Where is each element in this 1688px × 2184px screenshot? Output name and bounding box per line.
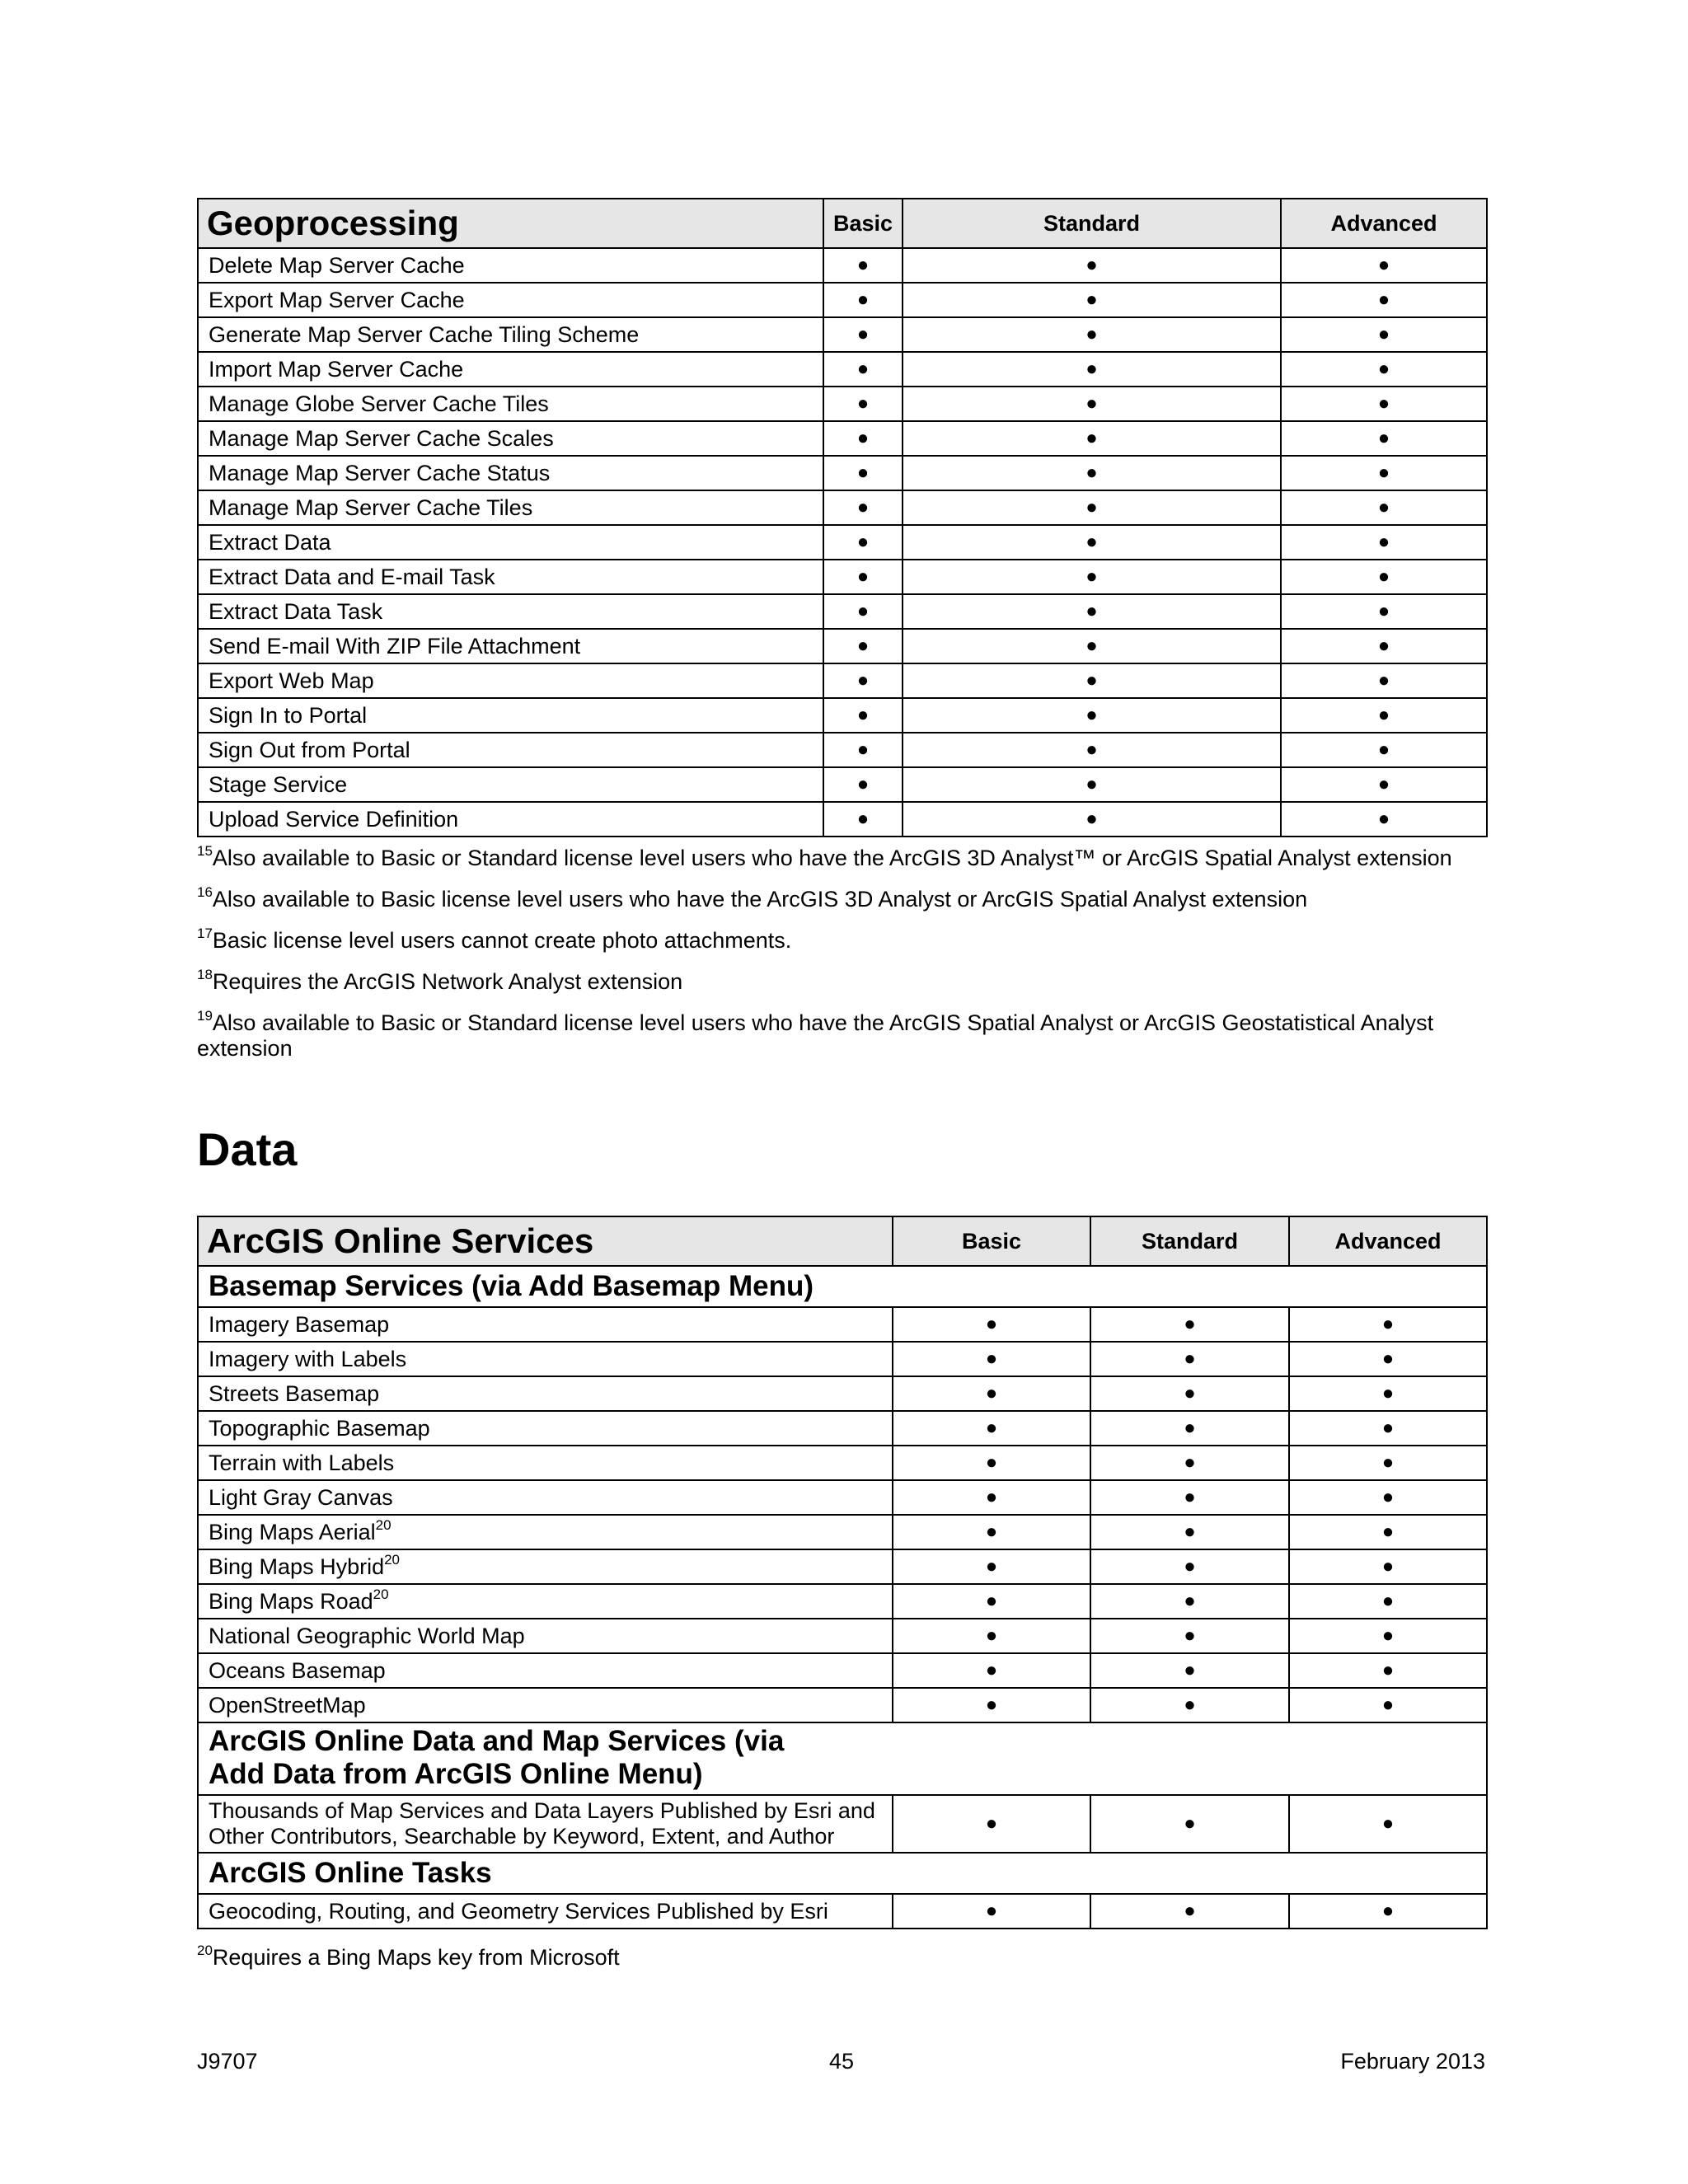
check-basic-icon: ● [823, 594, 903, 629]
row-label-text: Light Gray Canvas [209, 1484, 393, 1510]
row-label-text: OpenStreetMap [209, 1692, 366, 1718]
row-label [198, 1342, 893, 1376]
check-standard-icon: ● [903, 733, 1281, 767]
table-row [198, 1584, 1487, 1619]
row-label [198, 1446, 893, 1480]
table-row [198, 1894, 1487, 1929]
row-label: Send E-mail With ZIP File Attachment [198, 629, 823, 663]
check-basic-icon: ● [823, 663, 903, 698]
section-heading: Data [197, 1123, 298, 1175]
check-standard-icon: ● [1090, 1446, 1289, 1480]
check-standard-icon: ● [1090, 1795, 1289, 1853]
table-row [198, 594, 1487, 629]
geoprocessing-header-row [198, 199, 1487, 248]
check-advanced-icon: ● [1281, 525, 1487, 560]
check-standard-icon: ● [903, 421, 1281, 456]
check-basic-icon: ● [893, 1584, 1090, 1619]
row-label: Extract Data Task [198, 594, 823, 629]
group-heading-text: ArcGIS Online Tasks [209, 1857, 492, 1889]
row-label [198, 1688, 893, 1722]
online-services-table [197, 1216, 1488, 1929]
footnote-16 [197, 884, 1486, 912]
footnote-text: Requires the ArcGIS Network Analyst extension [212, 969, 683, 994]
table-row [198, 421, 1487, 456]
check-advanced-icon: ● [1281, 802, 1487, 837]
check-advanced-icon: ● [1281, 594, 1487, 629]
table-row [198, 1688, 1487, 1722]
row-label [198, 1894, 893, 1929]
check-advanced-icon: ● [1281, 767, 1487, 802]
row-label-text: Bing Maps Hybrid [209, 1554, 385, 1579]
check-advanced-icon: ● [1281, 248, 1487, 283]
check-basic-icon: ● [823, 560, 903, 594]
group-heading-text: ArcGIS Online Data and Map Services (via Add Data from ArcGIS Online Menu) [209, 1725, 785, 1790]
footnote-text: Basic license level users cannot create photo attachments. [212, 928, 792, 953]
row-label: Stage Service [198, 767, 823, 802]
check-advanced-icon: ● [1289, 1549, 1487, 1584]
column-standard: Standard [1090, 1216, 1289, 1266]
check-basic-icon: ● [893, 1376, 1090, 1411]
check-standard-icon: ● [903, 767, 1281, 802]
check-basic-icon: ● [823, 629, 903, 663]
check-standard-icon: ● [903, 663, 1281, 698]
row-label [198, 1549, 893, 1584]
row-label: Generate Map Server Cache Tiling Scheme [198, 317, 823, 352]
row-label [198, 1480, 893, 1515]
table-row [198, 352, 1487, 387]
check-standard-icon: ● [903, 629, 1281, 663]
check-advanced-icon: ● [1289, 1795, 1487, 1853]
check-basic-icon: ● [823, 387, 903, 421]
table-row [198, 1653, 1487, 1688]
check-basic-icon: ● [893, 1894, 1090, 1929]
row-label-text: Imagery Basemap [209, 1311, 390, 1337]
row-label: Sign Out from Portal [198, 733, 823, 767]
group-heading [198, 1722, 1487, 1795]
footnote-ref: 20 [384, 1551, 401, 1568]
footer-page-number: 45 [829, 2049, 855, 2074]
check-basic-icon: ● [893, 1515, 1090, 1549]
check-basic-icon: ● [893, 1446, 1090, 1480]
column-basic: Basic [893, 1216, 1090, 1266]
footnote-number: 16 [197, 884, 213, 900]
table-row [198, 663, 1487, 698]
check-advanced-icon: ● [1289, 1894, 1487, 1929]
check-advanced-icon: ● [1289, 1376, 1487, 1411]
table-row [198, 1480, 1487, 1515]
table-row [198, 1795, 1487, 1853]
check-standard-icon: ● [1090, 1653, 1289, 1688]
check-advanced-icon: ● [1289, 1342, 1487, 1376]
row-label: Upload Service Definition [198, 802, 823, 837]
check-basic-icon: ● [893, 1480, 1090, 1515]
check-advanced-icon: ● [1289, 1411, 1487, 1446]
table-row [198, 802, 1487, 837]
footnote-15 [197, 843, 1486, 871]
table-row [198, 248, 1487, 283]
table-row [198, 629, 1487, 663]
check-basic-icon: ● [823, 421, 903, 456]
row-label-text: Topographic Basemap [209, 1415, 430, 1441]
check-advanced-icon: ● [1289, 1688, 1487, 1722]
check-basic-icon: ● [893, 1688, 1090, 1722]
row-label: Export Web Map [198, 663, 823, 698]
check-basic-icon: ● [823, 248, 903, 283]
column-advanced: Advanced [1281, 199, 1487, 248]
row-label-text: Terrain with Labels [209, 1450, 395, 1475]
footnote-20 [197, 1945, 1486, 1971]
check-advanced-icon: ● [1289, 1619, 1487, 1653]
check-basic-icon: ● [823, 767, 903, 802]
row-label-text: Thousands of Map Services and Data Layers Published by Esri and Other Contributors, Searchable by Keyword, Extent, and Author [209, 1798, 875, 1849]
geoprocessing-title: Geoprocessing [198, 199, 823, 248]
table-row [198, 456, 1487, 490]
row-label: Extract Data [198, 525, 823, 560]
row-label [198, 1653, 893, 1688]
check-advanced-icon: ● [1281, 733, 1487, 767]
row-label: Manage Map Server Cache Status [198, 456, 823, 490]
check-standard-icon: ● [1090, 1480, 1289, 1515]
check-basic-icon: ● [893, 1342, 1090, 1376]
table-row [198, 1619, 1487, 1653]
check-advanced-icon: ● [1281, 387, 1487, 421]
check-advanced-icon: ● [1281, 421, 1487, 456]
table-row [198, 283, 1487, 317]
group-heading-row [198, 1722, 1487, 1795]
check-standard-icon: ● [903, 352, 1281, 387]
check-standard-icon: ● [903, 283, 1281, 317]
check-basic-icon: ● [823, 698, 903, 733]
row-label: Import Map Server Cache [198, 352, 823, 387]
table-row [198, 1307, 1487, 1342]
check-standard-icon: ● [903, 387, 1281, 421]
footnote-number: 20 [197, 1943, 213, 1958]
table-row [198, 317, 1487, 352]
row-label: Sign In to Portal [198, 698, 823, 733]
check-standard-icon: ● [903, 802, 1281, 837]
check-advanced-icon: ● [1281, 490, 1487, 525]
check-advanced-icon: ● [1289, 1653, 1487, 1688]
check-basic-icon: ● [823, 802, 903, 837]
check-basic-icon: ● [893, 1411, 1090, 1446]
check-basic-icon: ● [893, 1653, 1090, 1688]
check-advanced-icon: ● [1289, 1446, 1487, 1480]
check-standard-icon: ● [903, 248, 1281, 283]
check-advanced-icon: ● [1289, 1584, 1487, 1619]
footer-date: February 2013 [1340, 2049, 1485, 2074]
row-label [198, 1795, 893, 1853]
check-standard-icon: ● [1090, 1376, 1289, 1411]
footnote-ref: 20 [373, 1586, 389, 1602]
footnote-number: 15 [197, 843, 213, 859]
check-standard-icon: ● [903, 456, 1281, 490]
check-standard-icon: ● [1090, 1307, 1289, 1342]
check-basic-icon: ● [893, 1795, 1090, 1853]
check-advanced-icon: ● [1281, 560, 1487, 594]
check-standard-icon: ● [1090, 1549, 1289, 1584]
check-basic-icon: ● [823, 525, 903, 560]
check-advanced-icon: ● [1281, 283, 1487, 317]
group-heading [198, 1266, 1487, 1307]
row-label-text: Bing Maps Road [209, 1588, 373, 1614]
footnote-text: Also available to Basic or Standard license level users who have the ArcGIS 3D Analyst™ or ArcGIS Spatial Analyst extension [212, 846, 1452, 870]
table-row [198, 387, 1487, 421]
footnote-number: 17 [197, 926, 213, 941]
row-label [198, 1619, 893, 1653]
row-label-text: National Geographic World Map [209, 1623, 525, 1648]
check-advanced-icon: ● [1281, 352, 1487, 387]
footnote-number: 19 [197, 1008, 213, 1024]
footnote-number: 18 [197, 967, 213, 982]
check-standard-icon: ● [1090, 1584, 1289, 1619]
check-standard-icon: ● [903, 594, 1281, 629]
footnote-ref: 20 [375, 1516, 392, 1533]
footnote-text: Requires a Bing Maps key from Microsoft [212, 1945, 620, 1970]
check-basic-icon: ● [823, 456, 903, 490]
check-basic-icon: ● [823, 733, 903, 767]
row-label-text: Geocoding, Routing, and Geometry Services Published by Esri [209, 1898, 828, 1924]
online-header-row [198, 1216, 1487, 1266]
check-basic-icon: ● [893, 1549, 1090, 1584]
footer-doc-id: J9707 [197, 2049, 258, 2074]
column-advanced: Advanced [1289, 1216, 1487, 1266]
table-row [198, 1411, 1487, 1446]
footnote-text: Also available to Basic license level users who have the ArcGIS 3D Analyst or ArcGIS Spatial Analyst extension [212, 887, 1308, 912]
check-standard-icon: ● [903, 490, 1281, 525]
check-basic-icon: ● [823, 317, 903, 352]
group-heading-row [198, 1266, 1487, 1307]
row-label [198, 1411, 893, 1446]
check-standard-icon: ● [1090, 1342, 1289, 1376]
table-row [198, 1446, 1487, 1480]
check-advanced-icon: ● [1281, 317, 1487, 352]
table-row [198, 733, 1487, 767]
table-row [198, 698, 1487, 733]
check-standard-icon: ● [903, 698, 1281, 733]
check-standard-icon: ● [1090, 1619, 1289, 1653]
geoprocessing-table [197, 198, 1488, 837]
check-advanced-icon: ● [1289, 1515, 1487, 1549]
row-label-text: Bing Maps Aerial [209, 1519, 376, 1544]
table-row [198, 767, 1487, 802]
row-label-text: Imagery with Labels [209, 1346, 407, 1371]
group-heading-text: Basemap Services (via Add Basemap Menu) [209, 1270, 814, 1302]
check-standard-icon: ● [1090, 1411, 1289, 1446]
check-advanced-icon: ● [1281, 629, 1487, 663]
row-label: Export Map Server Cache [198, 283, 823, 317]
column-basic: Basic [823, 199, 903, 248]
check-standard-icon: ● [903, 317, 1281, 352]
check-advanced-icon: ● [1289, 1307, 1487, 1342]
table-row [198, 525, 1487, 560]
row-label: Manage Globe Server Cache Tiles [198, 387, 823, 421]
check-basic-icon: ● [823, 490, 903, 525]
check-standard-icon: ● [1090, 1688, 1289, 1722]
table-row [198, 1376, 1487, 1411]
check-standard-icon: ● [903, 525, 1281, 560]
row-label [198, 1376, 893, 1411]
row-label [198, 1307, 893, 1342]
check-basic-icon: ● [893, 1307, 1090, 1342]
check-standard-icon: ● [1090, 1894, 1289, 1929]
column-standard: Standard [903, 199, 1281, 248]
footnote-18 [197, 969, 1486, 995]
row-label-text: Streets Basemap [209, 1380, 380, 1406]
row-label: Extract Data and E-mail Task [198, 560, 823, 594]
table-row [198, 490, 1487, 525]
row-label: Delete Map Server Cache [198, 248, 823, 283]
check-advanced-icon: ● [1281, 663, 1487, 698]
footnote-19 [197, 1010, 1458, 1062]
check-advanced-icon: ● [1289, 1480, 1487, 1515]
row-label [198, 1515, 893, 1549]
check-advanced-icon: ● [1281, 698, 1487, 733]
group-heading-row [198, 1853, 1487, 1894]
online-title: ArcGIS Online Services [198, 1216, 893, 1266]
check-basic-icon: ● [893, 1619, 1090, 1653]
table-row [198, 560, 1487, 594]
row-label: Manage Map Server Cache Scales [198, 421, 823, 456]
group-heading [198, 1853, 1487, 1894]
footnote-text: Also available to Basic or Standard license level users who have the ArcGIS Spatial Analyst or ArcGIS Geostatistical Analyst extension [197, 1010, 1434, 1061]
row-label: Manage Map Server Cache Tiles [198, 490, 823, 525]
check-standard-icon: ● [903, 560, 1281, 594]
check-basic-icon: ● [823, 283, 903, 317]
row-label-text: Oceans Basemap [209, 1657, 386, 1683]
check-advanced-icon: ● [1281, 456, 1487, 490]
footnote-17 [197, 928, 1486, 954]
check-basic-icon: ● [823, 352, 903, 387]
table-row [198, 1515, 1487, 1549]
check-standard-icon: ● [1090, 1515, 1289, 1549]
row-label [198, 1584, 893, 1619]
table-row [198, 1342, 1487, 1376]
table-row [198, 1549, 1487, 1584]
